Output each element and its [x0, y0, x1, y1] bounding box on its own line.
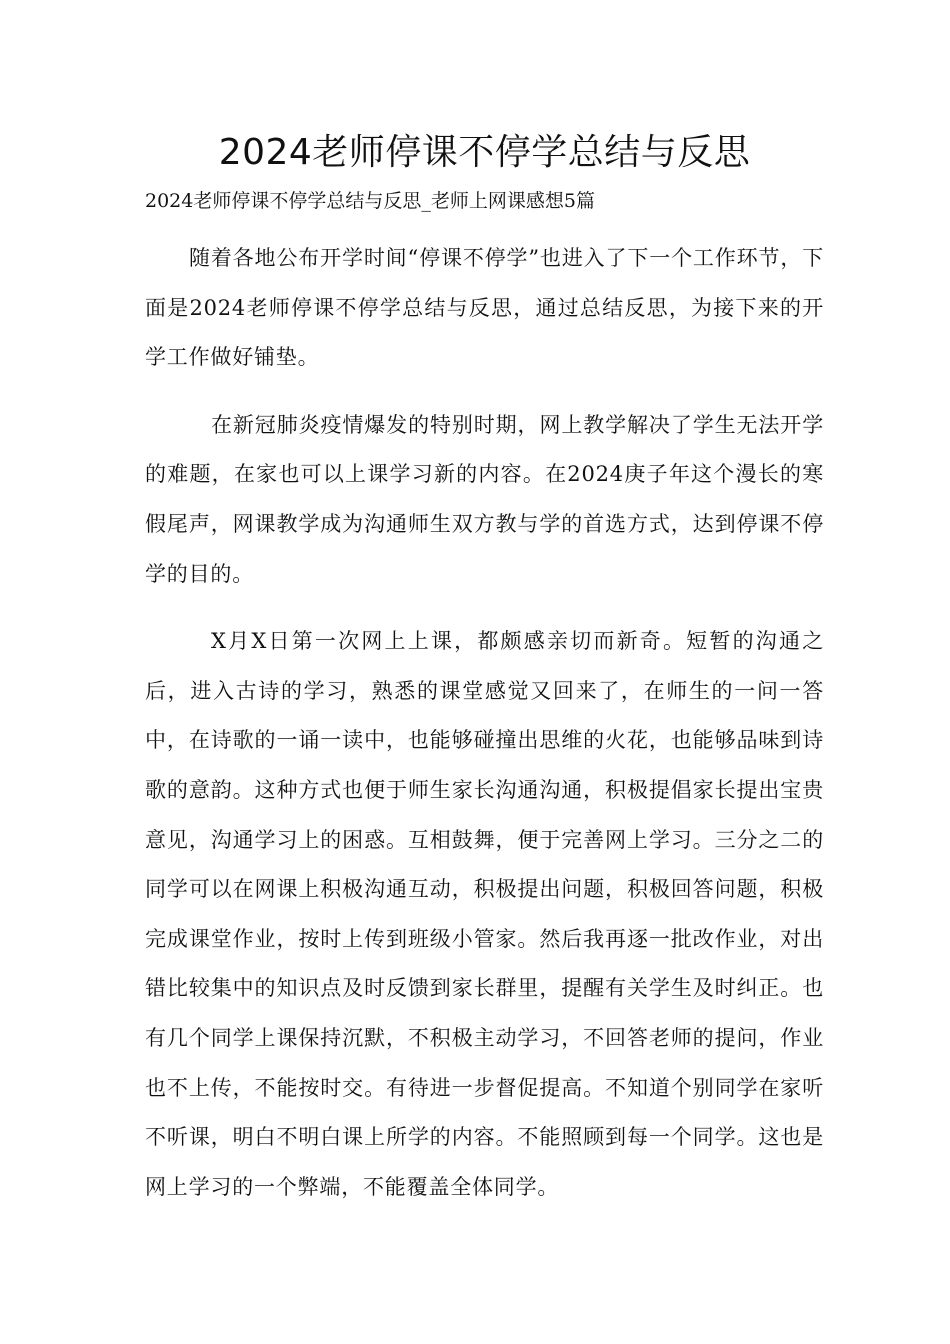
paragraph-intro: 随着各地公布开学时间“停课不停学”也进入了下一个工作环节，下面是2024老师停课不停学总结与反思，通过总结反思，为接下来的开学工作做好铺垫。 [145, 246, 824, 370]
paragraph-background: 在新冠肺炎疫情爆发的特别时期，网上教学解决了学生无法开学的难题，在家也可以上课学习新的内容。在2024庚子年这个漫长的寒假尾声，网课教学成为沟通师生双方教与学的首选方式，达到停课不停学的目的。 [145, 412, 824, 586]
document-subtitle: 2024老师停课不停学总结与反思_老师上网课感想5篇 [145, 190, 595, 212]
paragraph-reflection: X月X日第一次网上上课，都颇感亲切而新奇。短暂的沟通之后，进入古诗的学习，熟悉的课堂感觉又回来了，在师生的一问一答中，在诗歌的一诵一读中，也能够碰撞出思维的火花，也能够品味到诗歌的意韵。这种方式也便于师生家长沟通沟通，积极提倡家长提出宝贵意见，沟通学习上的困惑。互相鼓舞，便于完善网上学习。三分之二的同学可以在网课上积极沟通互动，积极提出问题，积极回答问题，积极完成课堂作业，按时上传到班级小管家。然后我再逐一批改作业，对出错比较集中的知识点及时反馈到家长群里，提醒有关学生及时纠正。也有几个同学上课保持沉默，不积极主动学习，不回答老师的提问，作业也不上传，不能按时交。有待进一步督促提高。不知道个别同学在家听不听课，明白不明白课上所学的内容。不能照顾到每一个同学。这也是网上学习的一个弊端，不能覆盖全体同学。 [145, 629, 824, 1199]
document-title: 2024老师停课不停学总结与反思 [218, 132, 751, 173]
